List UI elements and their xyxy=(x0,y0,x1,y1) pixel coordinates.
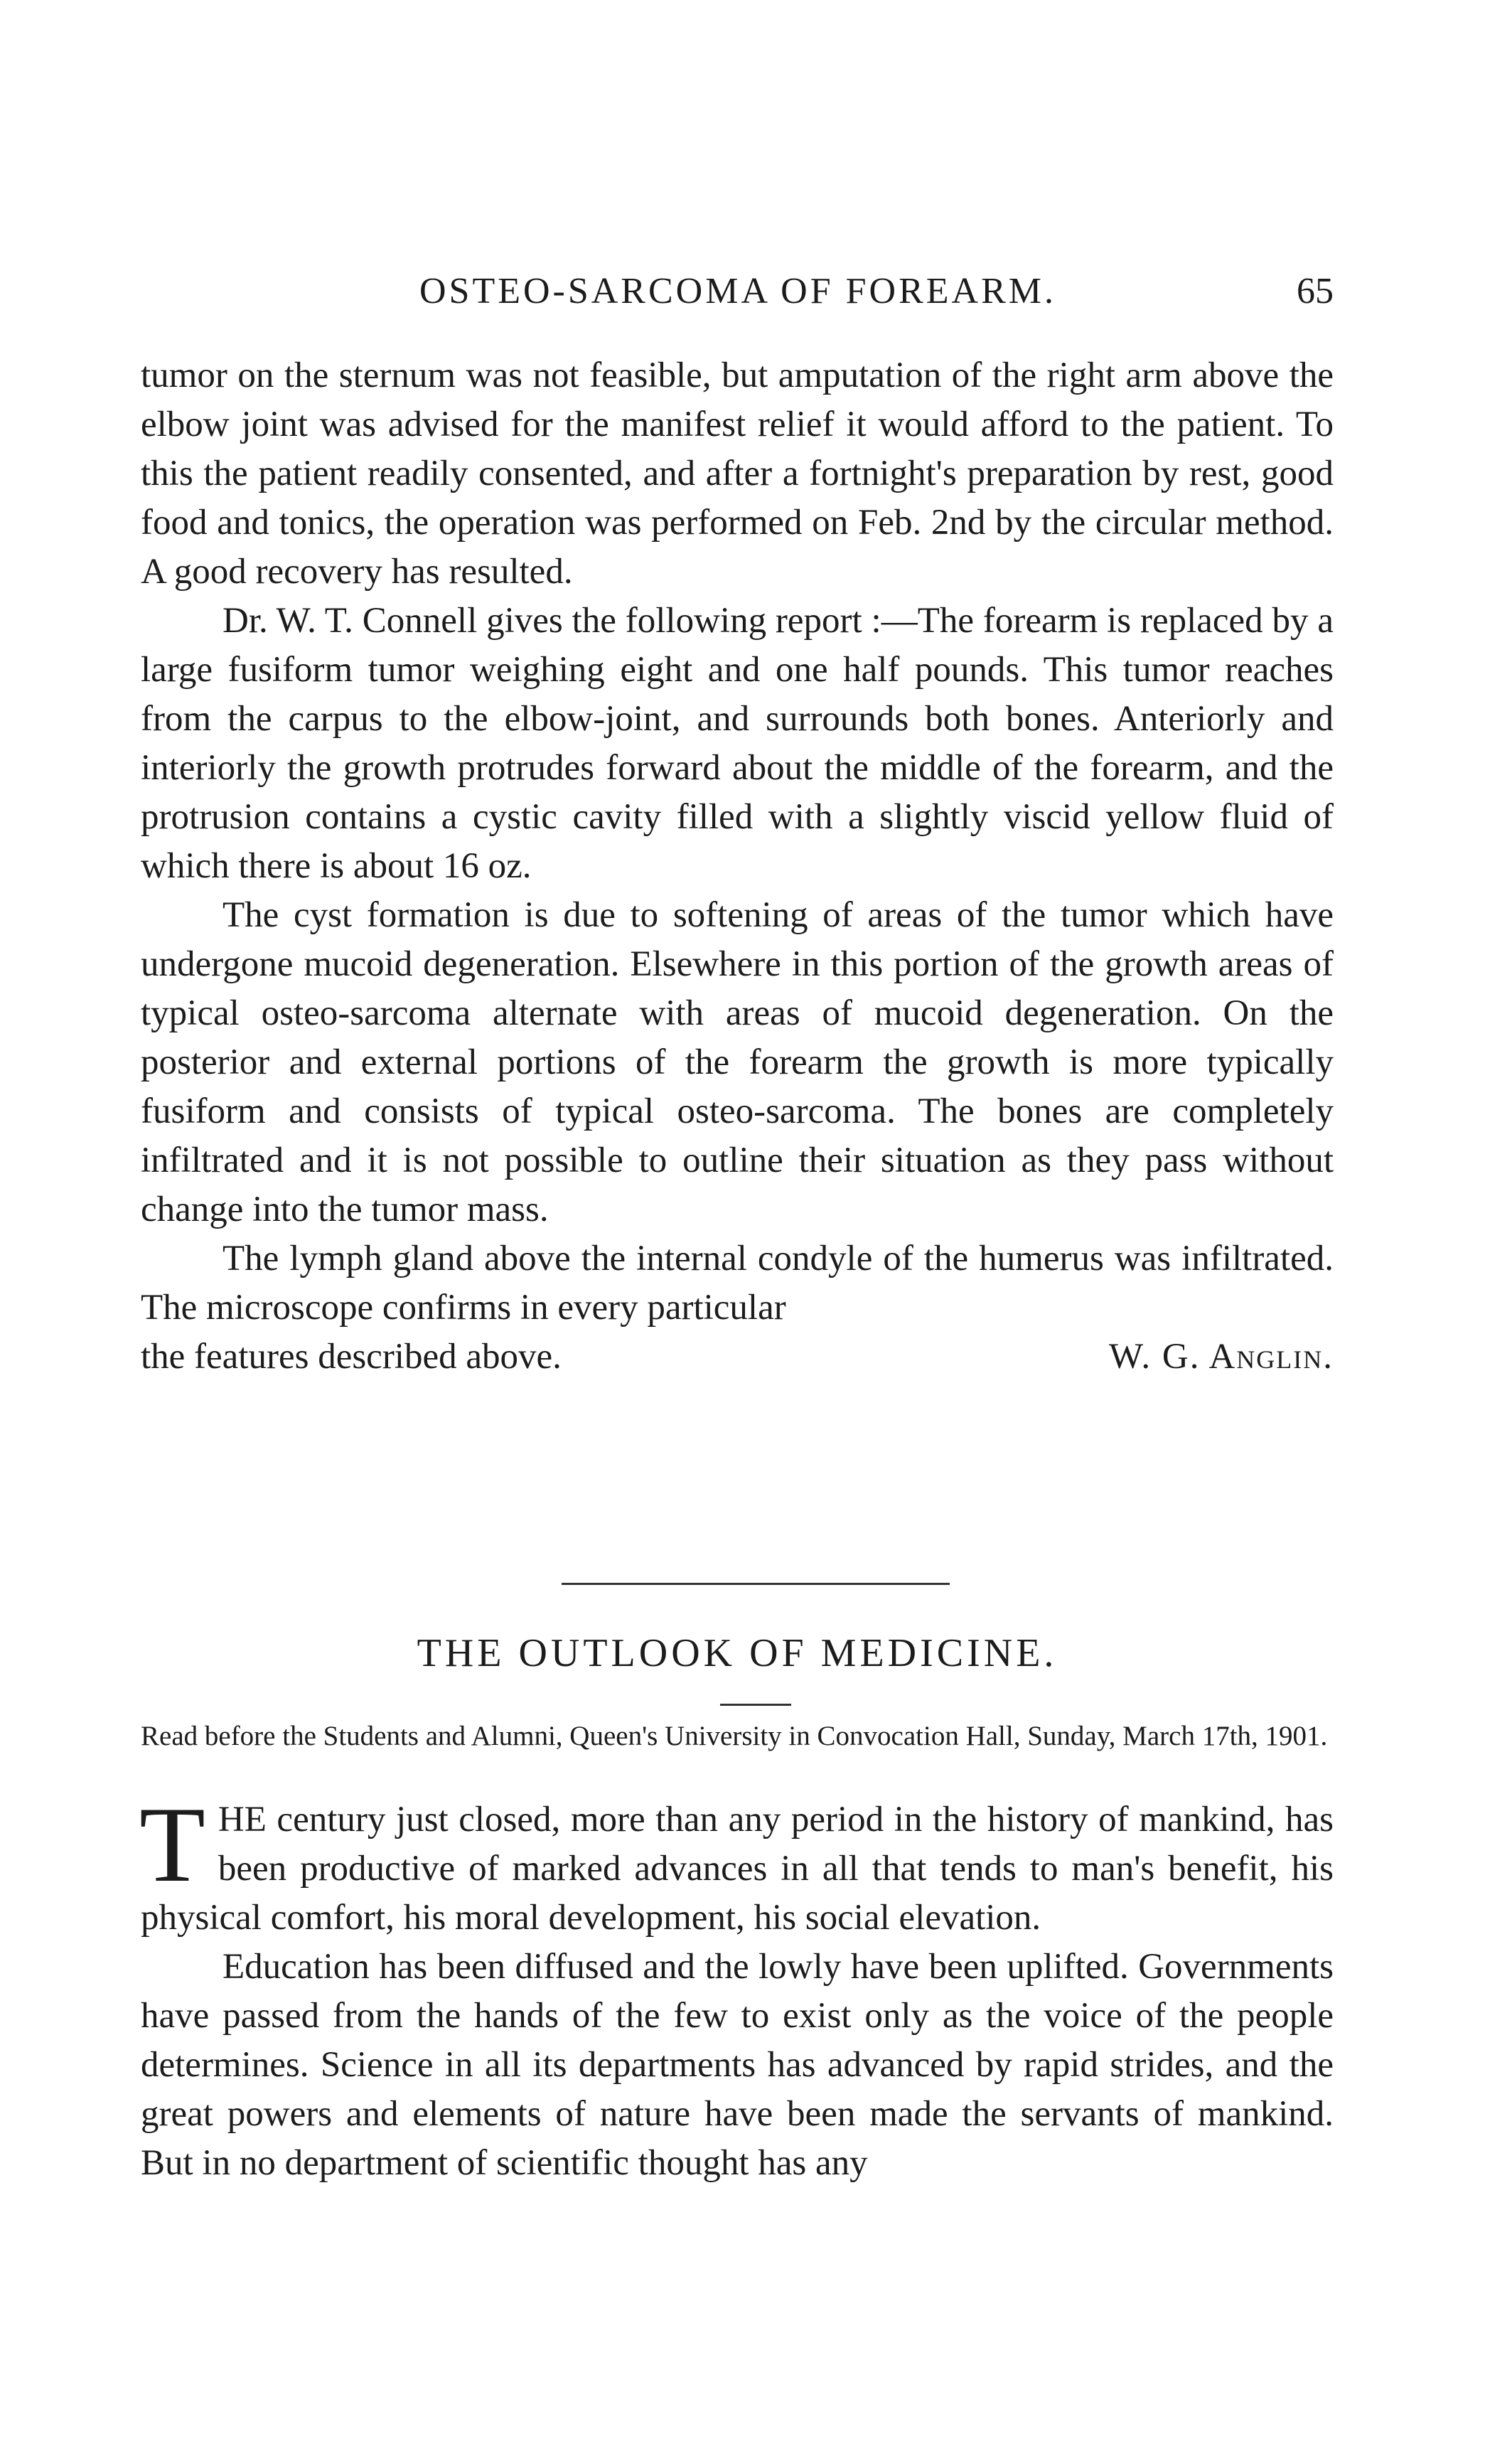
report-paragraph-3: The cyst formation is due to softening of areas of the tumor which have undergone mucoid degeneration. Elsewhere in this portion of the growth areas of typical osteo-sarcoma alternate with areas of mucoid degeneration. On the posterior and external portions of the forearm the growth is more typically fusiform and consists of typical osteo-sarcoma. The bones are completely infiltrated and it is not possible to outline their situation as they pass without change into the tumor mass. xyxy=(141,895,1334,1229)
article-paragraph-2: Education has been diffused and the lowly have been uplifted. Governments have passed from the hands of the few to exist only as the voice of the people determines. Science in all its departments has advanced by rapid strides, and the great powers and elements of nature have been made the servants of mankind. But in no department of scientific thought has any xyxy=(141,1947,1334,2183)
report-closing-line xyxy=(141,1333,1334,1382)
article-body xyxy=(139,1785,1334,2188)
article-subtitle: Read before the Students and Alumni, Queen's University in Convocation Hall, Sunday, March 17th, 1901. xyxy=(141,1721,1328,1751)
title-rule xyxy=(720,1704,791,1706)
article-paragraph-1 xyxy=(139,1785,1334,1943)
page-number: 65 xyxy=(1297,271,1334,311)
article-title: THE OUTLOOK OF MEDICINE. xyxy=(417,1631,1058,1675)
closing-text: the features described above. xyxy=(141,1337,562,1377)
running-head xyxy=(142,267,1334,316)
article-paragraph-1-text: HE century just closed, more than any period in the history of mankind, has been productive of marked advances in all that tends to man's benefit, his physical comfort, his moral development, his social elevation. xyxy=(141,1800,1334,1938)
running-title: OSTEO-SARCOMA OF FOREARM. xyxy=(419,271,1057,311)
report-paragraph-2: Dr. W. T. Connell gives the following report :—The forearm is replaced by a large fusiform tumor weighing eight and one half pounds. This tumor reaches from the carpus to the elbow-joint, and surrounds both bones. Anteriorly and interiorly the growth protrudes forward about the middle of the forearm, and the protrusion contains a cystic cavity filled with a slightly viscid yellow fluid of which there is about 16 oz. xyxy=(141,601,1334,886)
report-paragraph-1: tumor on the sternum was not feasible, but amputation of the right arm above the elbow joint was advised for the manifest relief it would afford to the patient. To this the patient readily consented, and after a fortnight's preparation by rest, good food and tonics, the operation was performed on Feb. 2nd by the circular method. A good recovery has resulted. xyxy=(141,356,1334,592)
section-divider xyxy=(562,1583,950,1585)
author-signature: W. G. Anglin. xyxy=(1108,1337,1334,1377)
report-paragraph-4: The lymph gland above the internal condyle of the humerus was infiltrated. The microscope confirms in every particular xyxy=(141,1239,1334,1328)
case-report-text xyxy=(141,351,1334,1382)
drop-cap: T xyxy=(139,1785,205,1904)
